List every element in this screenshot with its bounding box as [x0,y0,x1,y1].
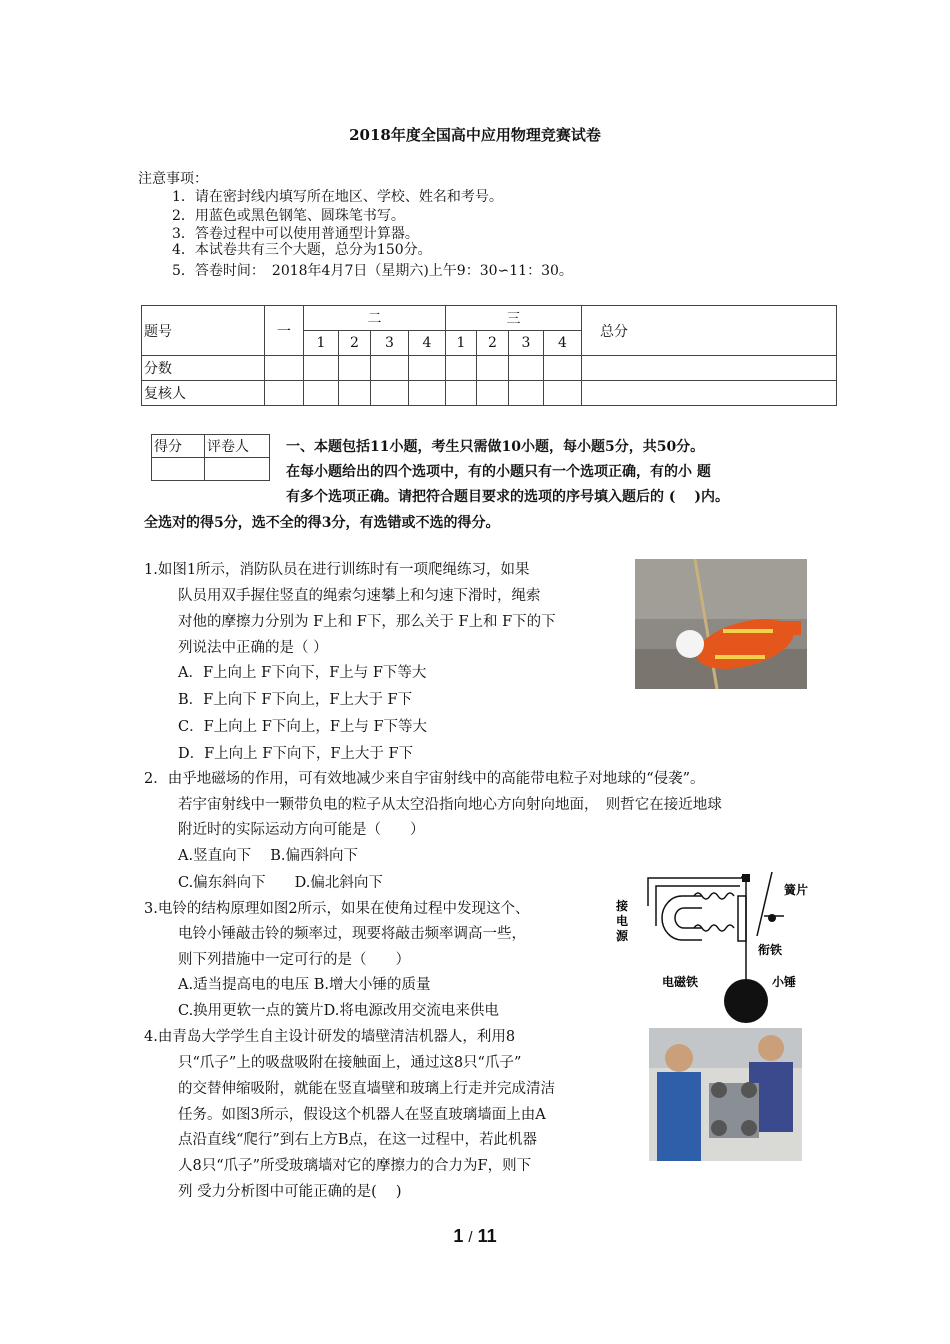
q3-options-cd: C.换用更软一点的簧片D.将电源改用交流电来供电 [178,1003,499,1019]
section1-instruction: 全选对的得5分，选不全的得3分，有选错或不选的得分。 [144,515,500,531]
review-cell[interactable] [339,381,371,406]
bell-diagram [612,866,820,1026]
grader-name-label: 评卷人 [205,435,270,458]
q2-stem: 附近时的实际运动方向可能是（ ） [178,822,425,838]
label-magnet: 电磁铁 [662,975,699,989]
q4-stem: 任务。如图3所示，假设这个机器人在竖直玻璃墙面上由A [178,1107,546,1123]
score-cell[interactable] [371,356,409,381]
section1-instruction: 有多个选项正确。请把符合题目要求的选项的序号填入题后的 ( )内。 [286,489,729,505]
q2-options-cd: C.偏东斜向下 D.偏北斜向下 [178,875,383,891]
note-item: 2．用蓝色或黑色钢笔、圆珠笔书写。 [172,208,405,224]
review-cell[interactable] [265,381,304,406]
q2-stem: 2．由乎地磁场的作用，可有效地减少来自宇宙射线中的高能带电粒子对地球的“侵袭”。 [144,771,705,787]
robot-photo [649,1028,802,1161]
q1-option-c: C．F上向上 F下向上，F上与 F下等大 [178,719,428,735]
score-cell[interactable] [477,356,509,381]
grader-score-cell[interactable] [152,458,205,481]
score-cell[interactable] [544,356,582,381]
row-review-label: 复核人 [142,381,265,406]
firefighter-photo [635,559,807,689]
sub-col: 1 [304,331,339,356]
q1-option-a: A．F上向上 F下向下，F上与 F下等大 [178,665,427,681]
note-item: 5．答卷时间： 2018年4月7日（星期六)上午9：30∽11：30。 [172,263,573,279]
q4-stem: 列 受力分析图中可能正确的是( ) [178,1184,402,1200]
q4-stem: 点沿直线“爬行”到右上方B点，在这一过程中，若此机器 [178,1132,537,1148]
score-cell[interactable] [509,356,544,381]
grader-score-label: 得分 [152,435,205,458]
label-reed: 簧片 [784,883,809,897]
review-cell[interactable] [446,381,477,406]
review-cell[interactable] [304,381,339,406]
sub-col: 3 [509,331,544,356]
score-table [141,305,837,406]
q3-stem: 则下列措施中一定可行的是（ ） [178,952,410,968]
score-cell[interactable] [339,356,371,381]
q1-stem: 列说法中正确的是（ ） [178,640,328,656]
sub-col: 2 [339,331,371,356]
score-cell[interactable] [446,356,477,381]
q3-stem: 3.电铃的结构原理如图2所示，如果在使角过程中发现这个、 [144,901,530,917]
review-cell[interactable] [582,381,837,406]
page-title: 2018年度全国高中应用物理竞赛试卷 [349,126,601,144]
note-item: 1．请在密封线内填写所在地区、学校、姓名和考号。 [172,189,503,205]
q4-stem: 只“爪子”上的吸盘吸附在接触面上，通过这8只“爪子” [178,1055,522,1071]
review-cell[interactable] [544,381,582,406]
section1-instruction: 在每小题给出的四个选项中，有的小题只有一个选项正确，有的小 题 [286,464,711,480]
q1-option-d: D．F上向上 F下向下，F上大于 F下 [178,746,414,762]
col-three: 三 [446,306,582,331]
score-cell[interactable] [265,356,304,381]
grader-box [151,434,270,481]
review-cell[interactable] [509,381,544,406]
q4-stem: 4.由青岛大学学生自主设计研发的墙壁清洁机器人，利用8 [144,1029,516,1045]
review-cell[interactable] [477,381,509,406]
col-total: 总分 [582,306,837,356]
row-score-label: 分数 [142,356,265,381]
note-item: 3．答卷过程中可以使用普通型计算器。 [172,226,419,242]
sub-col: 4 [409,331,446,356]
score-cell[interactable] [409,356,446,381]
sub-col: 2 [477,331,509,356]
label-armature: 衔铁 [758,943,783,957]
q1-stem: 队员用双手握住竖直的绳索匀速攀上和匀速下滑时，绳索 [178,588,541,604]
review-cell[interactable] [409,381,446,406]
q2-options-ab: A.竖直向下 B.偏西斜向下 [178,848,358,864]
q4-stem: 的交替伸缩吸附，就能在竖直墙壁和玻璃上行走并完成清洁 [178,1081,555,1097]
q1-stem: 对他的摩擦力分别为 F上和 F下，那么关于 F上和 F下的下 [178,614,556,630]
sub-col: 3 [371,331,409,356]
q2-stem: 若宇宙射线中一颗带负电的粒子从太空沿指向地心方向射向地面， 则哲它在接近地球 [178,797,722,813]
q1-option-b: B．F上向下 F下向上，F上大于 F下 [178,692,413,708]
label-hammer: 小锤 [772,975,797,989]
sub-col: 4 [544,331,582,356]
label-power: 接电源 [616,899,629,943]
note-item: 4．本试卷共有三个大题，总分为150分。 [172,242,432,258]
grader-name-cell[interactable] [205,458,270,481]
q1-stem: 1.如图1所示，消防队员在进行训练时有一项爬绳练习，如果 [144,562,530,578]
sub-col: 1 [446,331,477,356]
row-header-question: 题号 [142,306,265,356]
q3-stem: 电铃小锤敲击铃的频率过，现要将敲击频率调高一些， [178,926,526,942]
col-one: 一 [265,306,304,356]
score-cell[interactable] [582,356,837,381]
q4-stem: 人8只“爪子”所受玻璃墙对它的摩擦力的合力为F，则下 [178,1158,532,1174]
q3-options-ab: A.适当提高电的电压 B.增大小锤的质量 [178,977,431,993]
notes-heading: 注意事项： [138,171,208,187]
score-cell[interactable] [304,356,339,381]
col-two: 二 [304,306,446,331]
section1-heading: 一、本题包括11小题，考生只需做10小题，每小题5分，共50分。 [286,439,705,455]
review-cell[interactable] [371,381,409,406]
page-separator: / [468,1229,473,1246]
current-page: 1 [453,1226,464,1246]
total-pages: 11 [477,1226,497,1246]
page-indicator [0,1226,950,1247]
